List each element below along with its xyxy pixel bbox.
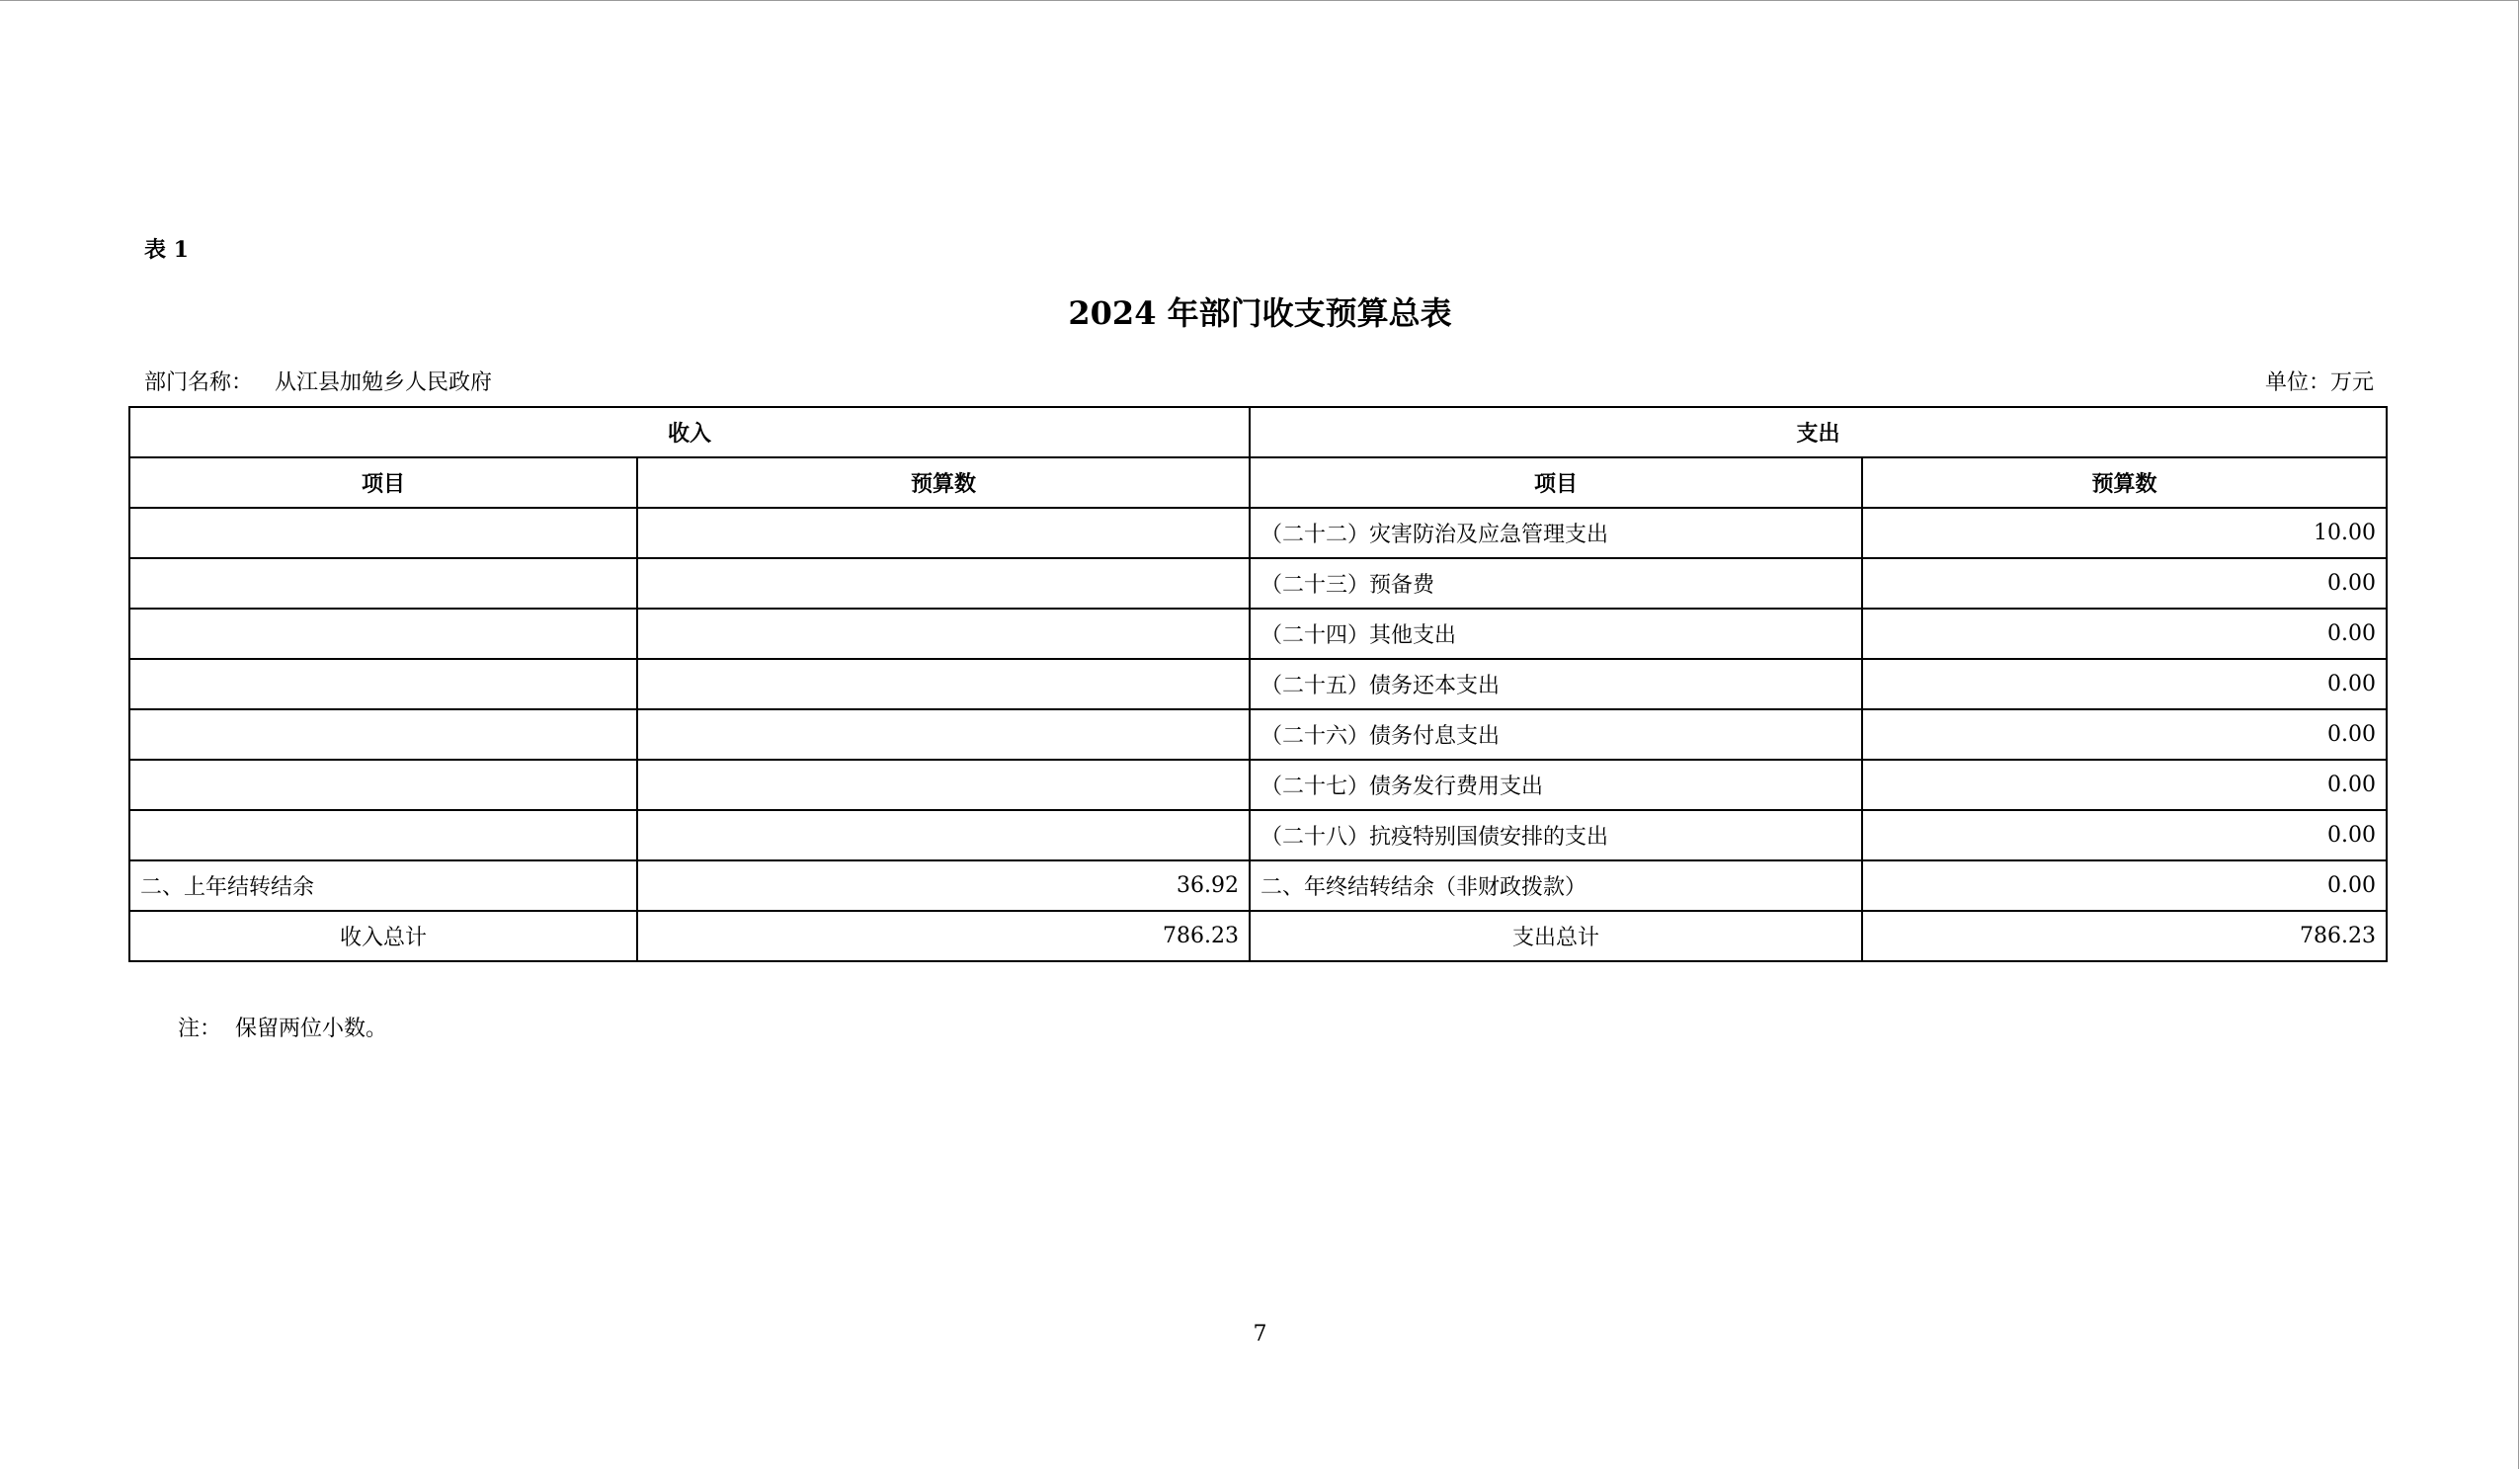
income-item-cell <box>129 709 637 760</box>
income-amount-cell: 36.92 <box>637 860 1250 911</box>
income-amount-cell <box>637 558 1250 609</box>
income-item-header: 项目 <box>129 457 637 508</box>
column-header-row <box>129 457 2387 508</box>
income-item-cell <box>129 609 637 659</box>
department-label: 部门名称： <box>144 370 254 395</box>
expense-item-cell: （二十六）债务付息支出 <box>1250 709 1862 760</box>
footnote-label: 注： <box>178 1017 222 1041</box>
expense-item-cell: （二十八）抗疫特别国债安排的支出 <box>1250 810 1862 860</box>
income-total-amount: 786.23 <box>637 911 1250 961</box>
expense-total-amount: 786.23 <box>1862 911 2387 961</box>
expense-item-cell: （二十二）灾害防治及应急管理支出 <box>1250 508 1862 558</box>
expense-item-cell: 二、年终结转结余（非财政拨款） <box>1250 860 1862 911</box>
expense-item-cell: （二十七）债务发行费用支出 <box>1250 760 1862 810</box>
income-amount-cell <box>637 659 1250 709</box>
expense-section-header: 支出 <box>1250 407 2387 457</box>
expense-amount-cell: 0.00 <box>1862 810 2387 860</box>
expense-amount-cell: 0.00 <box>1862 860 2387 911</box>
totals-row <box>129 911 2387 961</box>
income-item-cell <box>129 558 637 609</box>
income-item-cell <box>129 760 637 810</box>
department-line <box>144 366 492 396</box>
department-name: 从江县加勉乡人民政府 <box>275 370 493 395</box>
expense-amount-cell: 0.00 <box>1862 609 2387 659</box>
expense-item-header: 项目 <box>1250 457 1862 508</box>
income-budget-header: 预算数 <box>637 457 1250 508</box>
income-item-cell <box>129 508 637 558</box>
table-row <box>129 810 2387 860</box>
expense-amount-cell: 0.00 <box>1862 760 2387 810</box>
unit-label: 单位：万元 <box>2264 370 2374 395</box>
income-amount-cell <box>637 709 1250 760</box>
table-label: 表 1 <box>144 237 189 263</box>
table-row <box>129 760 2387 810</box>
table-row <box>129 609 2387 659</box>
footnote-text: 保留两位小数。 <box>235 1017 388 1041</box>
expense-total-label: 支出总计 <box>1250 911 1862 961</box>
expense-amount-cell: 10.00 <box>1862 508 2387 558</box>
income-item-cell <box>129 659 637 709</box>
expense-budget-header: 预算数 <box>1862 457 2387 508</box>
expense-amount-cell: 0.00 <box>1862 709 2387 760</box>
footnote <box>178 1012 387 1042</box>
table-row <box>129 709 2387 760</box>
section-header-row <box>129 407 2387 457</box>
income-item-cell: 二、上年结转结余 <box>129 860 637 911</box>
table-row <box>129 860 2387 911</box>
expense-amount-cell: 0.00 <box>1862 558 2387 609</box>
expense-item-cell: （二十五）债务还本支出 <box>1250 659 1862 709</box>
budget-table <box>128 406 2388 962</box>
expense-item-cell: （二十四）其他支出 <box>1250 609 1862 659</box>
expense-amount-cell: 0.00 <box>1862 659 2387 709</box>
income-amount-cell <box>637 609 1250 659</box>
expense-item-cell: （二十三）预备费 <box>1250 558 1862 609</box>
table-row <box>129 508 2387 558</box>
income-item-cell <box>129 810 637 860</box>
table-row <box>129 659 2387 709</box>
income-total-label: 收入总计 <box>129 911 637 961</box>
income-amount-cell <box>637 760 1250 810</box>
income-amount-cell <box>637 810 1250 860</box>
table-row <box>129 558 2387 609</box>
income-section-header: 收入 <box>129 407 1250 457</box>
page-number: 7 <box>1253 1322 1267 1347</box>
document-title: 2024 年部门收支预算总表 <box>1068 294 1452 332</box>
income-amount-cell <box>637 508 1250 558</box>
